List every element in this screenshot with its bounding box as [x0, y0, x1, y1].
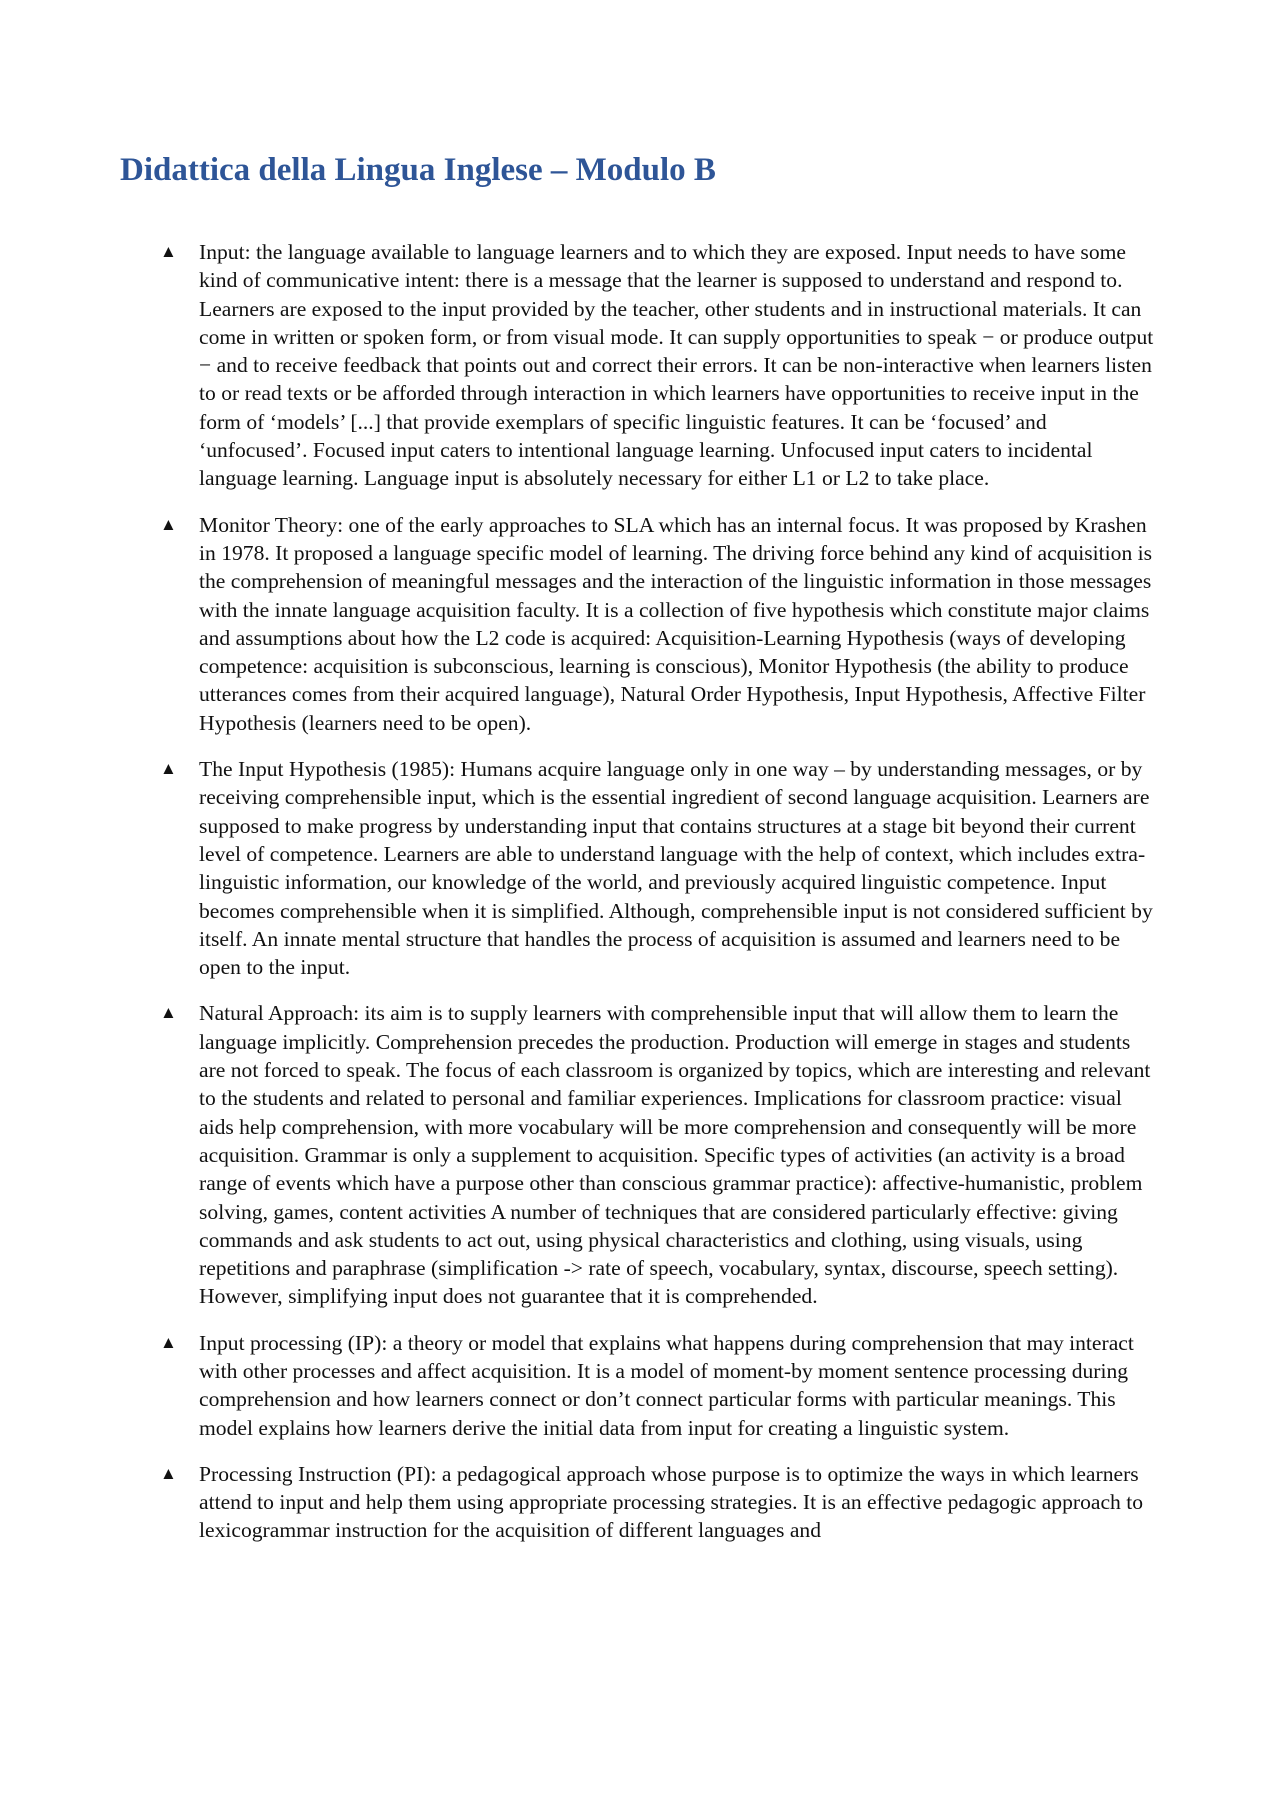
triangle-bullet-icon: ▲: [160, 242, 177, 261]
bullet-text: The Input Hypothesis (1985): Humans acquire language only in one way – by understanding messages, or by receiving comprehensible input, which is the essential ingredient of second language acquisition. Learners are supposed to make progress by understanding input that contains structures at a stage bit beyond their current level of competence. Learners are able to understand language with the help of context, which includes extra-linguistic information, our knowledge of the world, and previously acquired linguistic competence. Input becomes comprehensible when it is simplified. Although, comprehensible input is not considered sufficient by itself. An innate mental structure that handles the process of acquisition is assumed and learners need to be open to the input.: [199, 757, 1153, 980]
bullet-text: Monitor Theory: one of the early approaches to SLA which has an internal focus. It was proposed by Krashen in 1978. It proposed a language specific model of learning. The driving force behind any kind of acquisition is the comprehension of meaningful messages and the interaction of the linguistic information in those messages with the innate language acquisition faculty. It is a collection of five hypothesis which constitute major claims and assumptions about how the L2 code is acquired: Acquisition-Learning Hypothesis (ways of developing competence: acquisition is subconscious, learning is conscious), Monitor Hypothesis (the ability to produce utterances comes from their acquired language), Natural Order Hypothesis, Input Hypothesis, Affective Filter Hypothesis (learners need to be open).: [199, 512, 1153, 735]
bullet-text: Input processing (IP): a theory or model that explains what happens during comprehension that may interact with other processes and affect acquisition. It is a model of moment-by moment sentence processing during comprehension and how learners connect or don’t connect particular forms with particular meanings. This model explains how learners derive the initial data from input for creating a linguistic system.: [199, 1330, 1134, 1440]
triangle-bullet-icon: ▲: [160, 1463, 177, 1483]
triangle-bullet-icon: ▲: [160, 759, 177, 779]
triangle-bullet-icon: ▲: [160, 1332, 177, 1352]
triangle-bullet-icon: ▲: [160, 514, 177, 534]
triangle-bullet-icon: ▲: [160, 1003, 177, 1023]
bullet-item-input: [160, 238, 1160, 493]
bullet-item-natural-approach: [160, 999, 1160, 1310]
bullet-item-input-hypothesis: [160, 755, 1160, 981]
bullet-text: Processing Instruction (PI): a pedagogical approach whose purpose is to optimize the ways in which learners attend to input and help them using appropriate processing strategies. It is an effective pedagogic approach to lexicogrammar instruction for the acquisition of different languages and: [199, 1461, 1144, 1543]
bullet-item-monitor-theory: [160, 511, 1160, 737]
document-title: Didattica della Lingua Inglese – Modulo B: [120, 152, 716, 188]
bullet-text: Natural Approach: its aim is to supply learners with comprehensible input that will allow them to learn the language implicitly. Comprehension precedes the production. Production will emerge in stages and students are not forced to speak. The focus of each classroom is organized by topics, which are interesting and relevant to the students and related to personal and familiar experiences. Implications for classroom practice: visual aids help comprehension, with more vocabulary will be more comprehension and consequently will be more acquisition. Grammar is only a supplement to acquisition. Specific types of activities (an activity is a broad range of events which have a purpose other than conscious grammar practice): affective-humanistic, problem solving, games, content activities A number of techniques that are considered particularly effective: giving commands and ask students to act out, using physical characteristics and clothing, using visuals, using repetitions and paraphrase (simplification -> rate of speech, vocabulary, syntax, discourse, speech setting). However, simplifying input does not guarantee that it is comprehended.: [199, 1001, 1151, 1309]
bullet-text: Input: the language available to language learners and to which they are exposed. Input needs to have some kind of communicative intent: there is a message that the learner is supposed to understand and respond to. Learners are exposed to the input provided by the teacher, other students and in instructional materials. It can come in written or spoken form, or from visual mode. It can supply opportunities to speak − or produce output − and to receive feedback that points out and correct their errors. It can be non-interactive when learners listen to or read texts or be afforded through interaction in which learners have opportunities to receive input in the form of ‘models’ [...] that provide exemplars of specific linguistic features. It can be ‘focused’ and ‘unfocused’. Focused input caters to intentional language learning. Unfocused input caters to incidental language learning. Language input is absolutely necessary for either L1 or L2 to take place.: [199, 240, 1154, 491]
bullet-item-input-processing: [160, 1329, 1160, 1442]
bullet-item-processing-instruction: [160, 1460, 1160, 1545]
bullet-list: [160, 238, 1160, 1563]
